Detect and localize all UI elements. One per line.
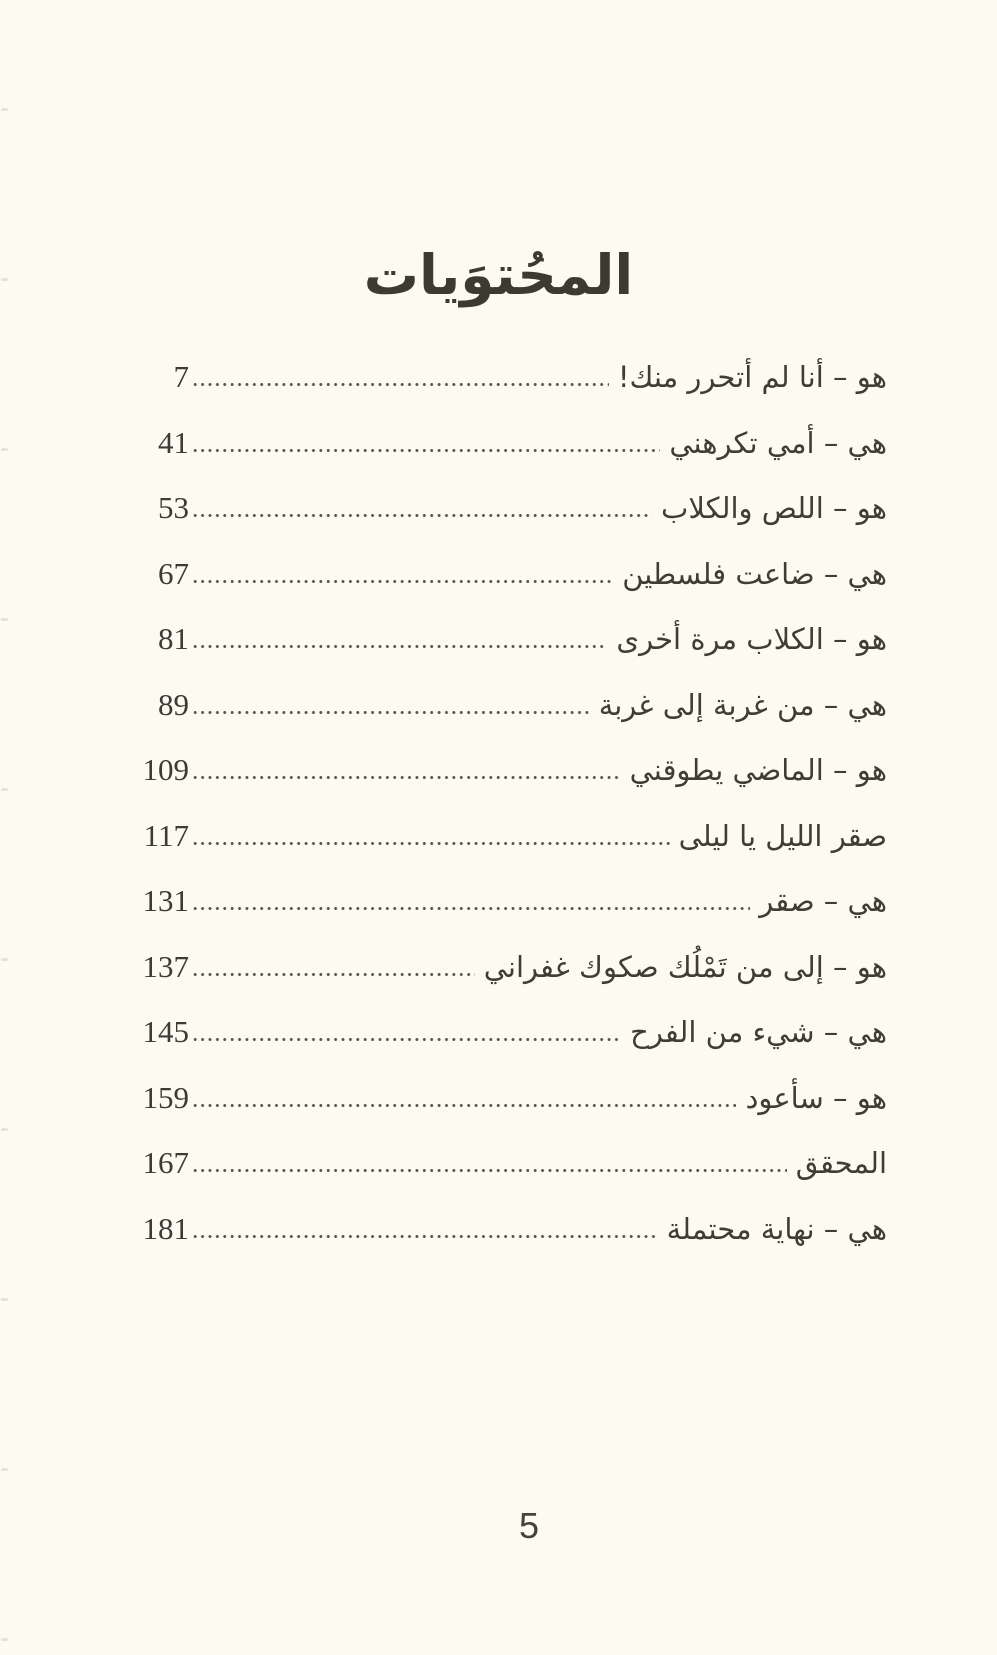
dot-leader — [193, 1037, 621, 1042]
toc-entry-page-number: 137 — [142, 948, 189, 984]
dot-leader — [193, 972, 475, 977]
toc-entry-title: هو – اللص والكلاب — [661, 491, 887, 525]
toc-entry — [137, 868, 887, 934]
toc-entry — [137, 410, 887, 476]
dot-leader — [193, 906, 750, 911]
toc-entry-page-number: 181 — [142, 1210, 189, 1246]
toc-entry-title: هو – سأعود — [745, 1080, 887, 1115]
toc-entry-page-number: 167 — [142, 1145, 189, 1180]
toc-entry-title: هي – ضاعت فلسطين — [622, 556, 887, 591]
dot-leader — [193, 513, 652, 518]
toc-entry-page-number: 41 — [158, 424, 189, 460]
scan-edge-mark — [1, 1468, 8, 1471]
toc-entry — [137, 1065, 887, 1131]
toc-entry-page-number: 109 — [142, 752, 189, 787]
toc-entry-title: هي – شيء من الفرح — [630, 1015, 887, 1049]
toc-entry-page-number: 7 — [173, 359, 189, 394]
toc-entry — [137, 475, 887, 541]
toc-entry-page-number: 145 — [142, 1014, 189, 1049]
dot-leader — [193, 448, 660, 453]
toc-entry — [137, 672, 887, 738]
dot-leader — [193, 644, 607, 649]
toc-entry-title: صقر الليل يا ليلى — [678, 818, 887, 853]
toc-entry-title: هو – الماضي يطوقني — [629, 753, 887, 787]
toc-entry-title: هي – نهاية محتملة — [666, 1211, 887, 1246]
toc-entry-page-number: 53 — [158, 490, 189, 525]
dot-leader — [193, 710, 590, 715]
folio-page-number: 5 — [519, 1505, 540, 1546]
toc-entry — [137, 737, 887, 803]
toc-entry — [137, 1196, 887, 1262]
toc-entry-title: هي – صقر — [759, 884, 887, 918]
scan-edge-mark — [1, 278, 8, 281]
dot-leader — [193, 1168, 787, 1173]
toc-list — [137, 344, 887, 1261]
scan-edge-mark — [1, 1298, 8, 1301]
dot-leader — [193, 382, 609, 387]
toc-entry-page-number: 159 — [142, 1079, 189, 1115]
scan-edge-mark — [1, 788, 8, 791]
toc-entry-title: هو – أنا لم أتحرر منك! — [617, 360, 887, 394]
toc-entry-title: المحقق — [795, 1146, 887, 1180]
dot-leader — [193, 579, 613, 584]
toc-entry-page-number: 67 — [158, 555, 189, 591]
toc-entry-page-number: 131 — [142, 883, 189, 918]
toc-entry-page-number: 81 — [158, 621, 189, 656]
toc-entry — [137, 344, 887, 410]
scan-edge-mark — [1, 958, 8, 961]
scan-edge-mark — [1, 1128, 8, 1131]
toc-entry-page-number: 89 — [158, 686, 189, 722]
toc-entry — [137, 606, 887, 672]
toc-entry-title: هي – أمي تكرهني — [669, 425, 887, 460]
toc-entry-page-number: 117 — [143, 817, 189, 853]
toc-entry-title: هو – إلى من تَمْلُك صكوك غفراني — [483, 949, 887, 984]
toc-entry — [137, 541, 887, 607]
toc-entry-title: هو – الكلاب مرة أخرى — [616, 622, 887, 656]
dot-leader — [193, 775, 621, 780]
toc-entry — [137, 934, 887, 1000]
scan-edge-mark — [1, 1638, 8, 1641]
scan-edge-mark — [1, 618, 8, 621]
page-title: المحُتوَيات — [363, 243, 634, 307]
toc-entry — [137, 1130, 887, 1196]
dot-leader — [193, 841, 670, 846]
dot-leader — [193, 1234, 658, 1239]
scan-edge-mark — [1, 448, 8, 451]
toc-entry-title: هي – من غربة إلى غربة — [598, 687, 887, 722]
toc-entry — [137, 803, 887, 869]
scan-edge-mark — [1, 108, 8, 111]
dot-leader — [193, 1103, 736, 1108]
toc-entry — [137, 999, 887, 1065]
